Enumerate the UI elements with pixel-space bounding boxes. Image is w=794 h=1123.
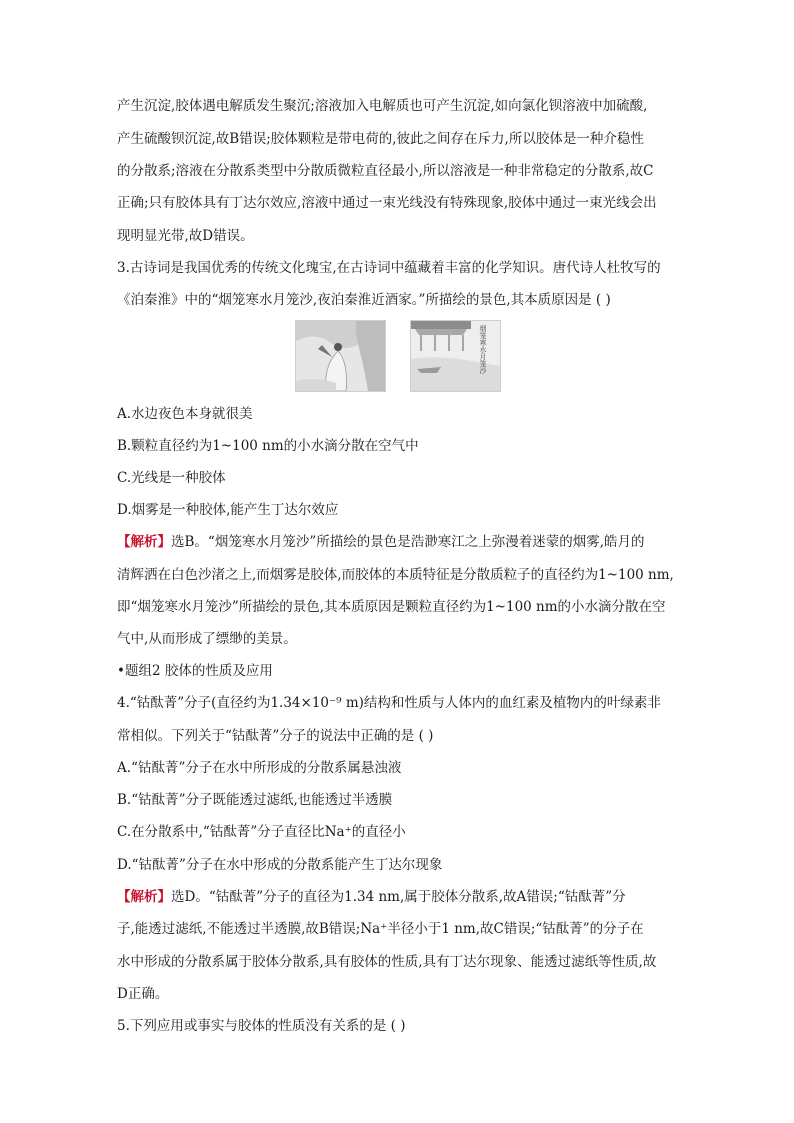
analysis-tag: 【解析】 (117, 889, 171, 905)
analysis-line: 子,能透过滤纸,不能透过半透膜,故B错误;Na⁺半径小于1 nm,故C错误;“钴酞菁”的分子在 (117, 921, 644, 937)
option-d: D.“钴酞菁”分子在水中形成的分散系能产生丁达尔现象 (117, 857, 443, 873)
text-line: 产生硫酸钡沉淀,故B错误;胶体颗粒是带电荷的,彼此之间存在斥力,所以胶体是一种介稳性 (117, 131, 644, 147)
option-b: B.颗粒直径约为1~100 nm的小水滴分散在空气中 (117, 438, 419, 454)
text-line: 现明显光带,故D错误。 (117, 228, 254, 244)
option-c: C.在分散系中,“钴酞菁”分子直径比Na⁺的直径小 (117, 824, 406, 840)
question-3-stem: 3.古诗词是我国优秀的传统文化瑰宝,在古诗词中蕴藏着丰富的化学知识。唐代诗人杜牧写的 (117, 260, 661, 276)
option-a: A.水边夜色本身就很美 (117, 406, 253, 422)
analysis-line: 清辉洒在白色沙渚之上,而烟雾是胶体,而胶体的本质特征是分散质粒子的直径约为1~100 nm, (117, 567, 674, 583)
analysis-line: 气中,从而形成了缥缈的美景。 (117, 631, 297, 647)
analysis-text: 选B。“烟笼寒水月笼沙”所描绘的景色是浩渺寒江之上弥漫着迷蒙的烟雾,皓月的 (171, 534, 645, 550)
riverside-painting-image (410, 320, 501, 392)
analysis-line: D正确。 (117, 986, 169, 1002)
option-a: A.“钴酞菁”分子在水中所形成的分散系属悬浊液 (117, 760, 402, 776)
question-5-stem: 5.下列应用或事实与胶体的性质没有关系的是 ( ) (117, 1018, 406, 1034)
text-line: 产生沉淀,胶体遇电解质发生聚沉;溶液加入电解质也可产生沉淀,如向氯化钡溶液中加硫酸, (117, 98, 648, 114)
question-4-stem: 常相似。下列关于“钴酞菁”分子的说法中正确的是 ( ) (117, 728, 434, 744)
analysis-tag: 【解析】 (117, 534, 171, 550)
analysis-text: 选D。“钴酞菁”分子的直径为1.34 nm,属于胶体分散系,故A错误;“钴酞菁”分 (171, 889, 626, 905)
analysis-line: 即“烟笼寒水月笼沙”所描绘的景色,其本质原因是颗粒直径约为1~100 nm的小水滴分散在空 (117, 599, 666, 615)
text-line: 正确;只有胶体具有丁达尔效应,溶液中通过一束光线没有特殊现象,胶体中通过一束光线会出 (117, 195, 657, 211)
vertical-calligraphy-text: 烟笼寒水月笼沙 (479, 325, 487, 374)
analysis-line: 水中形成的分散系属于胶体分散系,具有胶体的性质,具有丁达尔现象、能透过滤纸等性质,故 (117, 954, 657, 970)
question-3-stem: 《泊秦淮》中的“烟笼寒水月笼沙,夜泊秦淮近酒家。”所描绘的景色,其本质原因是 ( ) (117, 292, 611, 308)
option-d: D.烟雾是一种胶体,能产生丁达尔效应 (117, 502, 339, 518)
poet-painting-image (295, 320, 386, 392)
text-line: 的分散系;溶液在分散系类型中分散质微粒直径最小,所以溶液是一种非常稳定的分散系,故C (117, 163, 654, 179)
option-b: B.“钴酞菁”分子既能透过滤纸,也能透过半透膜 (117, 792, 393, 808)
analysis-line (117, 532, 687, 552)
question-4-stem: 4.“钴酞菁”分子(直径约为1.34×10⁻⁹ m)结构和性质与人体内的血红素及植物内的叶绿素非 (117, 695, 661, 711)
option-c: C.光线是一种胶体 (117, 470, 226, 486)
group-heading: •题组2 胶体的性质及应用 (117, 663, 273, 679)
analysis-line (117, 887, 687, 907)
